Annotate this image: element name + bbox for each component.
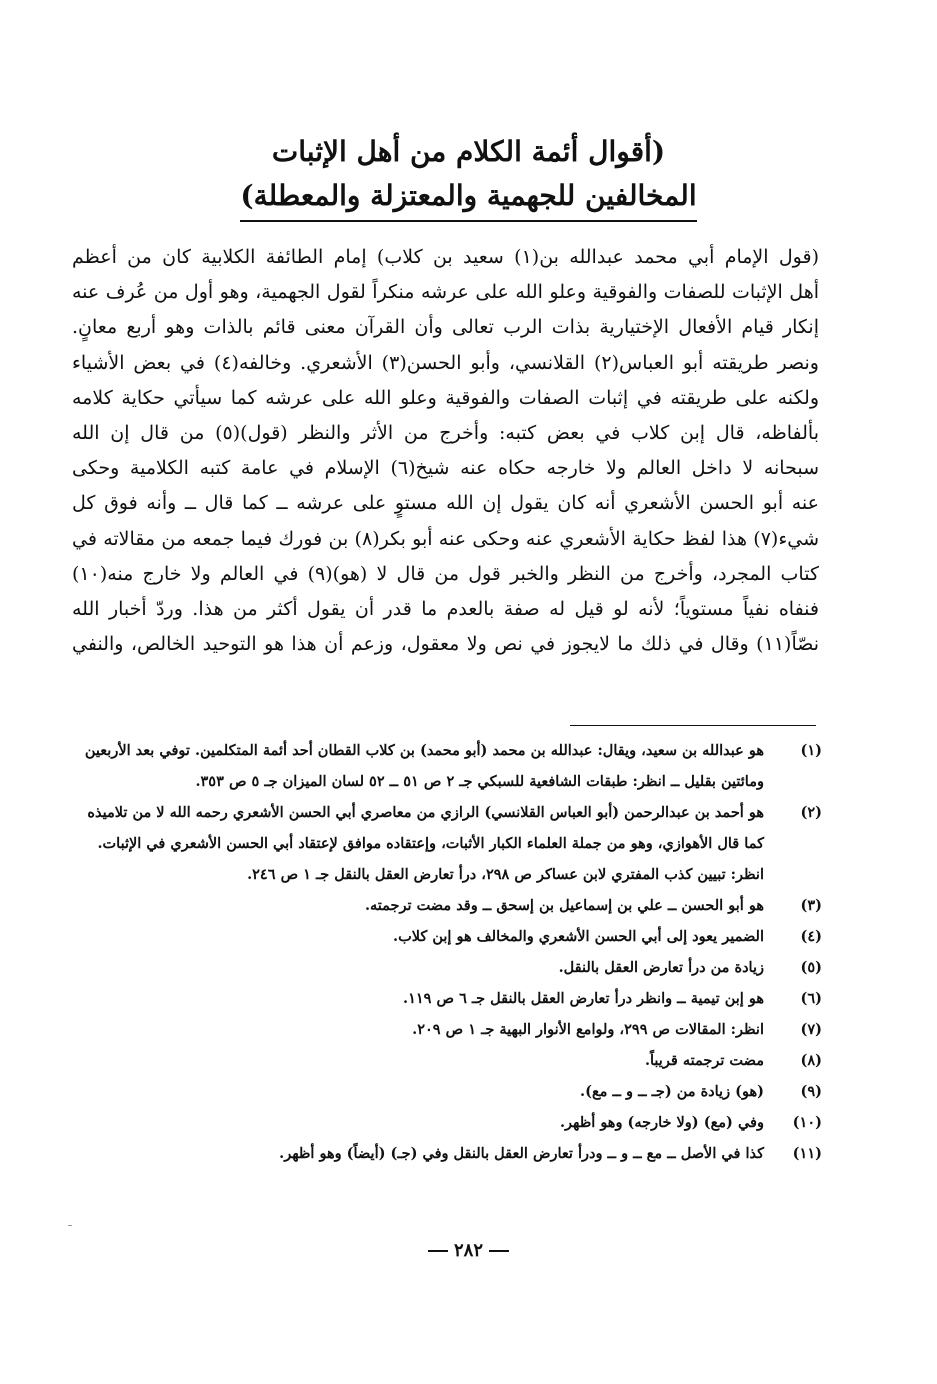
footnote-text: مضت ترجمته قريباً. [644,1052,764,1069]
paragraph-line: (قول الإمام أبي محمد عبدالله بن(١) سعيد بن كلاب) إمام الطائفة الكلابية كان من أعظم [72,246,819,268]
footnote-number: (٤) [800,928,822,945]
footnote [70,1014,822,1045]
footnote-text: وفي (مع) (ولا خارجه) وهو أظهر. [559,1114,764,1131]
footnote-number: (٢) [800,804,822,821]
footnote-number: (١) [800,742,822,759]
paragraph-line: عنه أبو الحسن الأشعري أنه كان يقول إن الله مستوٍ على عرشه ــ كما قال ــ وأنه فوق كل [72,492,819,515]
paragraph-line: شيء(٧) هذا لفظ حكاية الأشعري عنه وحكى عنه أبو بكر(٨) بن فورك فيما جمعه من مقالاته في [72,527,819,550]
footnote [70,1138,822,1169]
footnote [70,1107,822,1138]
footnote-separator [570,725,816,726]
footnote-number: (٥) [800,959,822,976]
footnote-number: (٣) [800,897,822,914]
page-number-text: ٢٨٢ [453,1240,483,1261]
footnote-text: الضمير يعود إلى أبي الحسن الأشعري والمخالف هو إبن كلاب. [393,928,764,945]
paragraph-line: نصّاً(١١) وقال في ذلك ما لايجوز في نص ولا معقول، وزعم أن هذا هو التوحيد الخالص، والنفي [72,633,819,656]
footnote-text: هو أحمد بن عبدالرحمن (أبو العباس القلانسي) الرازي من معاصري أبي الحسن الأشعري رحمه الله لا من تلاميذه كما قال الأهوازي، وهو من جملة العلماء الكبار الأثبات، وإعتقاده موافق لإعتقاد أبي الحسن الأشعري في الإثبات. انظر: تبيين كذب المفتري لابن عساكر ص ٢٩٨، درأ تعارض العقل بالنقل جـ ١ ص ٢٤٦. [87,804,764,883]
dash-right [428,1250,448,1252]
footnote [70,797,822,890]
chapter-heading [120,130,817,222]
footnote [70,952,822,983]
footnote-number: (٦) [800,990,822,1007]
paragraph-line: إنكار قيام الأفعال الإختيارية بذات الرب تعالى وأن القرآن معنى قائم بالذات وهو أربع معانٍ. [72,316,819,339]
footnote-text: (هو) زيادة من (جـ ــ و ــ مع). [580,1083,764,1100]
paragraph-line: سبحانه لا داخل العالم ولا خارجه حكاه عنه شيخ(٦) الإسلام في عامة كتبه الكلامية وحكى [72,457,819,480]
footnote [70,890,822,921]
heading-line-2: المخالفين للجهمية والمعتزلة والمعطلة) [240,174,696,222]
footnote-text: هو إبن تيمية ــ وانظر درأ تعارض العقل بالنقل جـ ٦ ص ١١٩. [403,990,764,1007]
paragraph-line: بألفاظه، قال إبن كلاب في بعض كتبه: وأخرج من الأثر والنظر (قول)(٥) من قال إن الله [72,422,819,445]
footnote-number: (١٠) [792,1114,822,1131]
heading-line-1: (أقوال أئمة الكلام من أهل الإثبات [271,135,666,168]
paragraph-line: فنفاه نفياً مستوياً؛ لأنه لو قيل له صفة بالعدم ما قدر أن يقول أكثر من هذا. وردّ أخبار الله [72,598,819,621]
footnote-text: انظر: المقالات ص ٢٩٩، ولوامع الأنوار البهية جـ ١ ص ٢٠٩. [412,1021,764,1038]
footnote-text: كذا في الأصل ــ مع ــ و ــ ودرأ تعارض العقل بالنقل وفي (جـ) (أيضاً) وهو أظهر. [279,1145,764,1162]
footnote-number: (٨) [800,1052,822,1069]
footnote-number: (١١) [792,1145,822,1162]
paragraph-line: كتاب المجرد، وأخرج من النظر والخبر قول من قال لا (هو)(٩) في العالم ولا خارج منه(١٠) [72,562,819,585]
footnotes [70,735,822,1169]
paragraph-line: ونصر طريقته أبو العباس(٢) القلانسي، وأبو الحسن(٣) الأشعري. وخالفه(٤) في بعض الأشياء [72,351,819,374]
footnote [70,735,822,797]
paragraph-line: أهل الإثبات للصفات والفوقية وعلو الله على عرشه منكراً لقول الجهمية، وهو أول من عُرف عنه [72,281,819,304]
footnote-number: (٧) [800,1021,822,1038]
footnote [70,983,822,1014]
footnote [70,921,822,952]
page-number [0,1240,937,1261]
footnote-text: هو عبدالله بن سعيد، ويقال: عبدالله بن محمد (أبو محمد) بن كلاب القطان أحد أئمة المتكلمين. توفي بعد الأربعين ومائتين بقليل ــ انظر: طبقات الشافعية للسبكي جـ ٢ ص ٥١ ــ ٥٢ لسان الميزان جـ ٥ ص ٣٥٣. [84,742,764,790]
paragraph-line: ولكنه على طريقته في إثبات الصفات والفوقية وعلو الله على عرشه كما سيأتي حكاية كلامه [72,386,819,409]
main-paragraph [72,240,819,662]
scan-mark [68,1225,72,1226]
dash-left [489,1250,509,1252]
footnote [70,1076,822,1107]
footnote [70,1045,822,1076]
footnote-text: هو أبو الحسن ــ علي بن إسماعيل بن إسحق ــ وقد مضت ترجمته. [364,897,764,914]
footnote-number: (٩) [800,1083,822,1100]
footnote-text: زيادة من درأ تعارض العقل بالنقل. [558,959,764,976]
